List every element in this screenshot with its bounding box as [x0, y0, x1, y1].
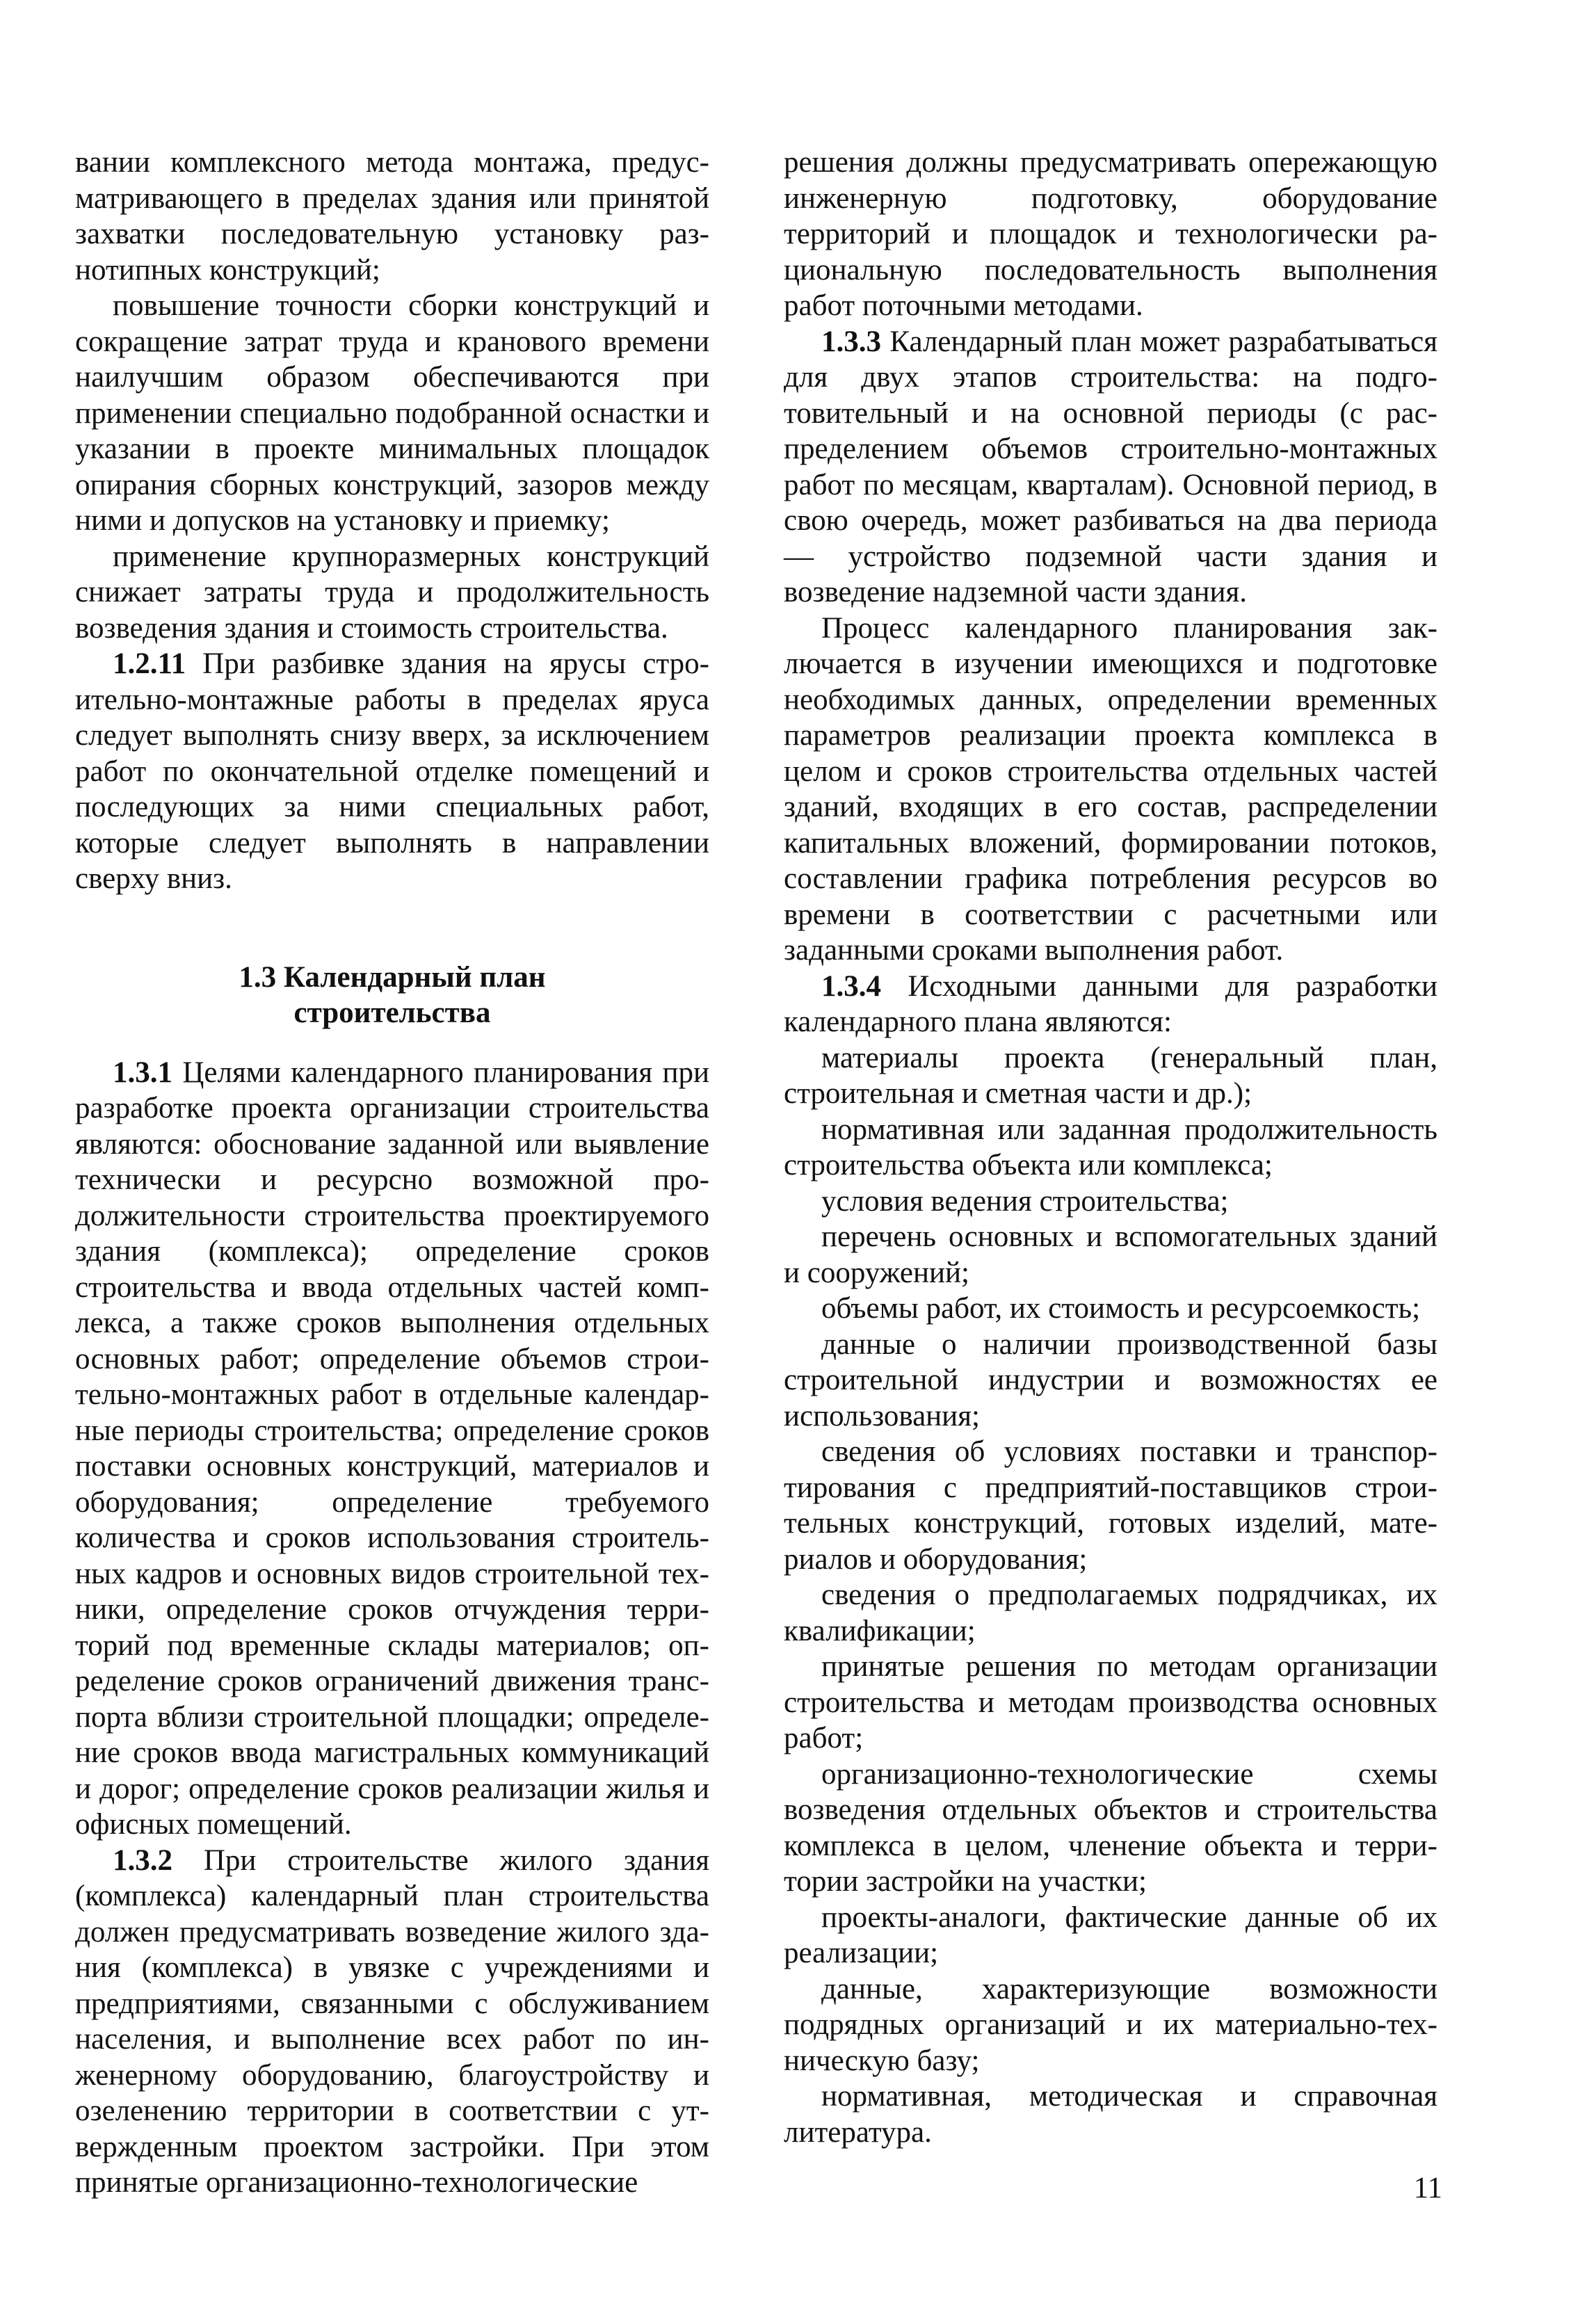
- clause-number: 1.2.11: [113, 647, 186, 680]
- right-column: [784, 145, 1437, 2150]
- list-item: нормативная, методическая и справочная литература.: [784, 2080, 1437, 2149]
- clause-number: 1.3.2: [113, 1843, 172, 1877]
- list-item: данные о наличии производственной базы строительной индустрии и возможностях ее использования;: [784, 1328, 1437, 1433]
- paragraph-1-2-11: [75, 646, 709, 897]
- paragraph-continuation: вании комплексного метода монтажа, предусматривающего в пределах здания или принятой захватки последовательную установку разнотипных конструкций;: [75, 146, 709, 287]
- list-item: данные, характеризующие возможности подрядных организаций и их материально-техническую базу;: [784, 1972, 1437, 2077]
- clause-text: При разбивке здания на ярусы строительно-монтажные работы в пределах яруса следует выполнять снизу вверх, за исключением работ по окончательной отделке помещений и последующих за ними специальных работ, которые следует выполнять в направлении сверху вниз.: [75, 647, 709, 895]
- section-heading-line-1: 1.3 Календарный план: [239, 960, 546, 994]
- list-item: принятые решения по методам организации строительства и методам производства основных работ;: [784, 1650, 1437, 1754]
- clause-text: Целями календарного планирования при разработке проекта организации строительства являются: обоснование заданной или выявление технически и ресурсно возможной продолжительности строительства проектируемого здания (комплекса); определение сроков строительства и ввода отдельных частей комплекса, а также сроков выполнения отдельных основных работ; определение объемов строительно-монтажных работ в отдельные календарные периоды строительства; определение сроков поставки основных конструкций, материалов и оборудования; определение требуемого количества и сроков использования строительных кадров и основных видов строительной техники, определение сроков отчуждения территорий под временные склады материалов; определение сроков ограничений движения транспорта вблизи строительной площадки; определение сроков ввода магистральных коммуникаций и дорог; определение сроков реализации жилья и офисных помещений.: [75, 1056, 709, 1841]
- paragraph-1-3-1: [75, 1055, 709, 1843]
- list-item: материалы проекта (генеральный план, строительная и сметная части и др.);: [784, 1041, 1437, 1110]
- paragraph-assembly-accuracy: повышение точности сборки конструкций и сокращение затрат труда и кранового времени наилучшим образом обеспечиваются при применении специально подобранной оснастки и указании в проекте минимальных площадок опирания сборных конструкций, зазоров между ними и допусков на установку и приемку;: [75, 289, 709, 537]
- paragraph-1-3-3: [784, 324, 1437, 611]
- paragraph-large-structures: применение крупноразмерных конструкций снижает затраты труда и продолжительность возведения здания и стоимость строительства.: [75, 540, 709, 645]
- list-item: перечень основных и вспомогательных зданий и сооружений;: [784, 1220, 1437, 1289]
- list-item: объемы работ, их стоимость и ресурсоемкость;: [821, 1292, 1421, 1325]
- list-item: организационно-технологические схемы возведения отдельных объектов и строительства комплекса в целом, членение объекта и территории застройки на участки;: [784, 1757, 1437, 1898]
- list-item: условия ведения строительства;: [821, 1184, 1229, 1218]
- clause-number: 1.3.1: [113, 1056, 172, 1089]
- paragraph-1-3-2: [75, 1843, 709, 2201]
- clause-text: Календарный план может разрабатываться для двух этапов строительства: на подготовительный и на основной периоды (с распределением объемов строительно-монтажных работ по месяцам, кварталам). Основной период, в свою очередь, может разбиваться на два периода — устройство подземной части здания и возведение надземной части здания.: [784, 325, 1437, 608]
- left-column: [75, 145, 709, 2201]
- list-item: проекты-аналоги, фактические данные об их реализации;: [784, 1901, 1437, 1969]
- section-heading-line-2: строительства: [293, 996, 491, 1029]
- clause-number: 1.3.3: [821, 325, 881, 358]
- clause-text: Исходными данными для разработки календарного плана являются:: [784, 969, 1437, 1038]
- clause-text: При строительстве жилого здания (комплекса) календарный план строительства должен предусматривать возведение жилого здания (комплекса) в увязке с учреждениями и предприятиями, связанными с обслуживанием населения, и выполнение всех работ по инженерному оборудованию, благоустройству и озеленению территории в соответствии с утвержденным проектом застройки. При этом принятые организационно-технологические: [75, 1843, 709, 2199]
- list-item: нормативная или заданная продолжительность строительства объекта или комплекса;: [784, 1113, 1437, 1181]
- paragraph-1-3-4: [784, 969, 1437, 1040]
- paragraph-planning-process: Процесс календарного планирования заключается в изучении имеющихся и подготовке необходимых данных, определении временных параметров реализации проекта комплекса в целом и сроков строительства отдельных частей зданий, входящих в его состав, распределении капитальных вложений, формировании потоков, составлении графика потребления ресурсов во времени в соответствии с расчетными или заданными сроками выполнения работ.: [784, 611, 1437, 967]
- paragraph-continuation: решения должны предусматривать опережающую инженерную подготовку, оборудование территорий и площадок и технологически рациональную последовательность выполнения работ поточными методами.: [784, 146, 1437, 322]
- list-item: сведения об условиях поставки и транспортирования с предприятий-поставщиков строительных конструкций, готовых изделий, материалов и оборудования;: [784, 1435, 1437, 1576]
- page-number: 11: [1413, 2172, 1442, 2204]
- section-heading: [75, 960, 709, 1031]
- clause-number: 1.3.4: [821, 969, 881, 1003]
- list-item: сведения о предполагаемых подрядчиках, их квалификации;: [784, 1579, 1437, 1647]
